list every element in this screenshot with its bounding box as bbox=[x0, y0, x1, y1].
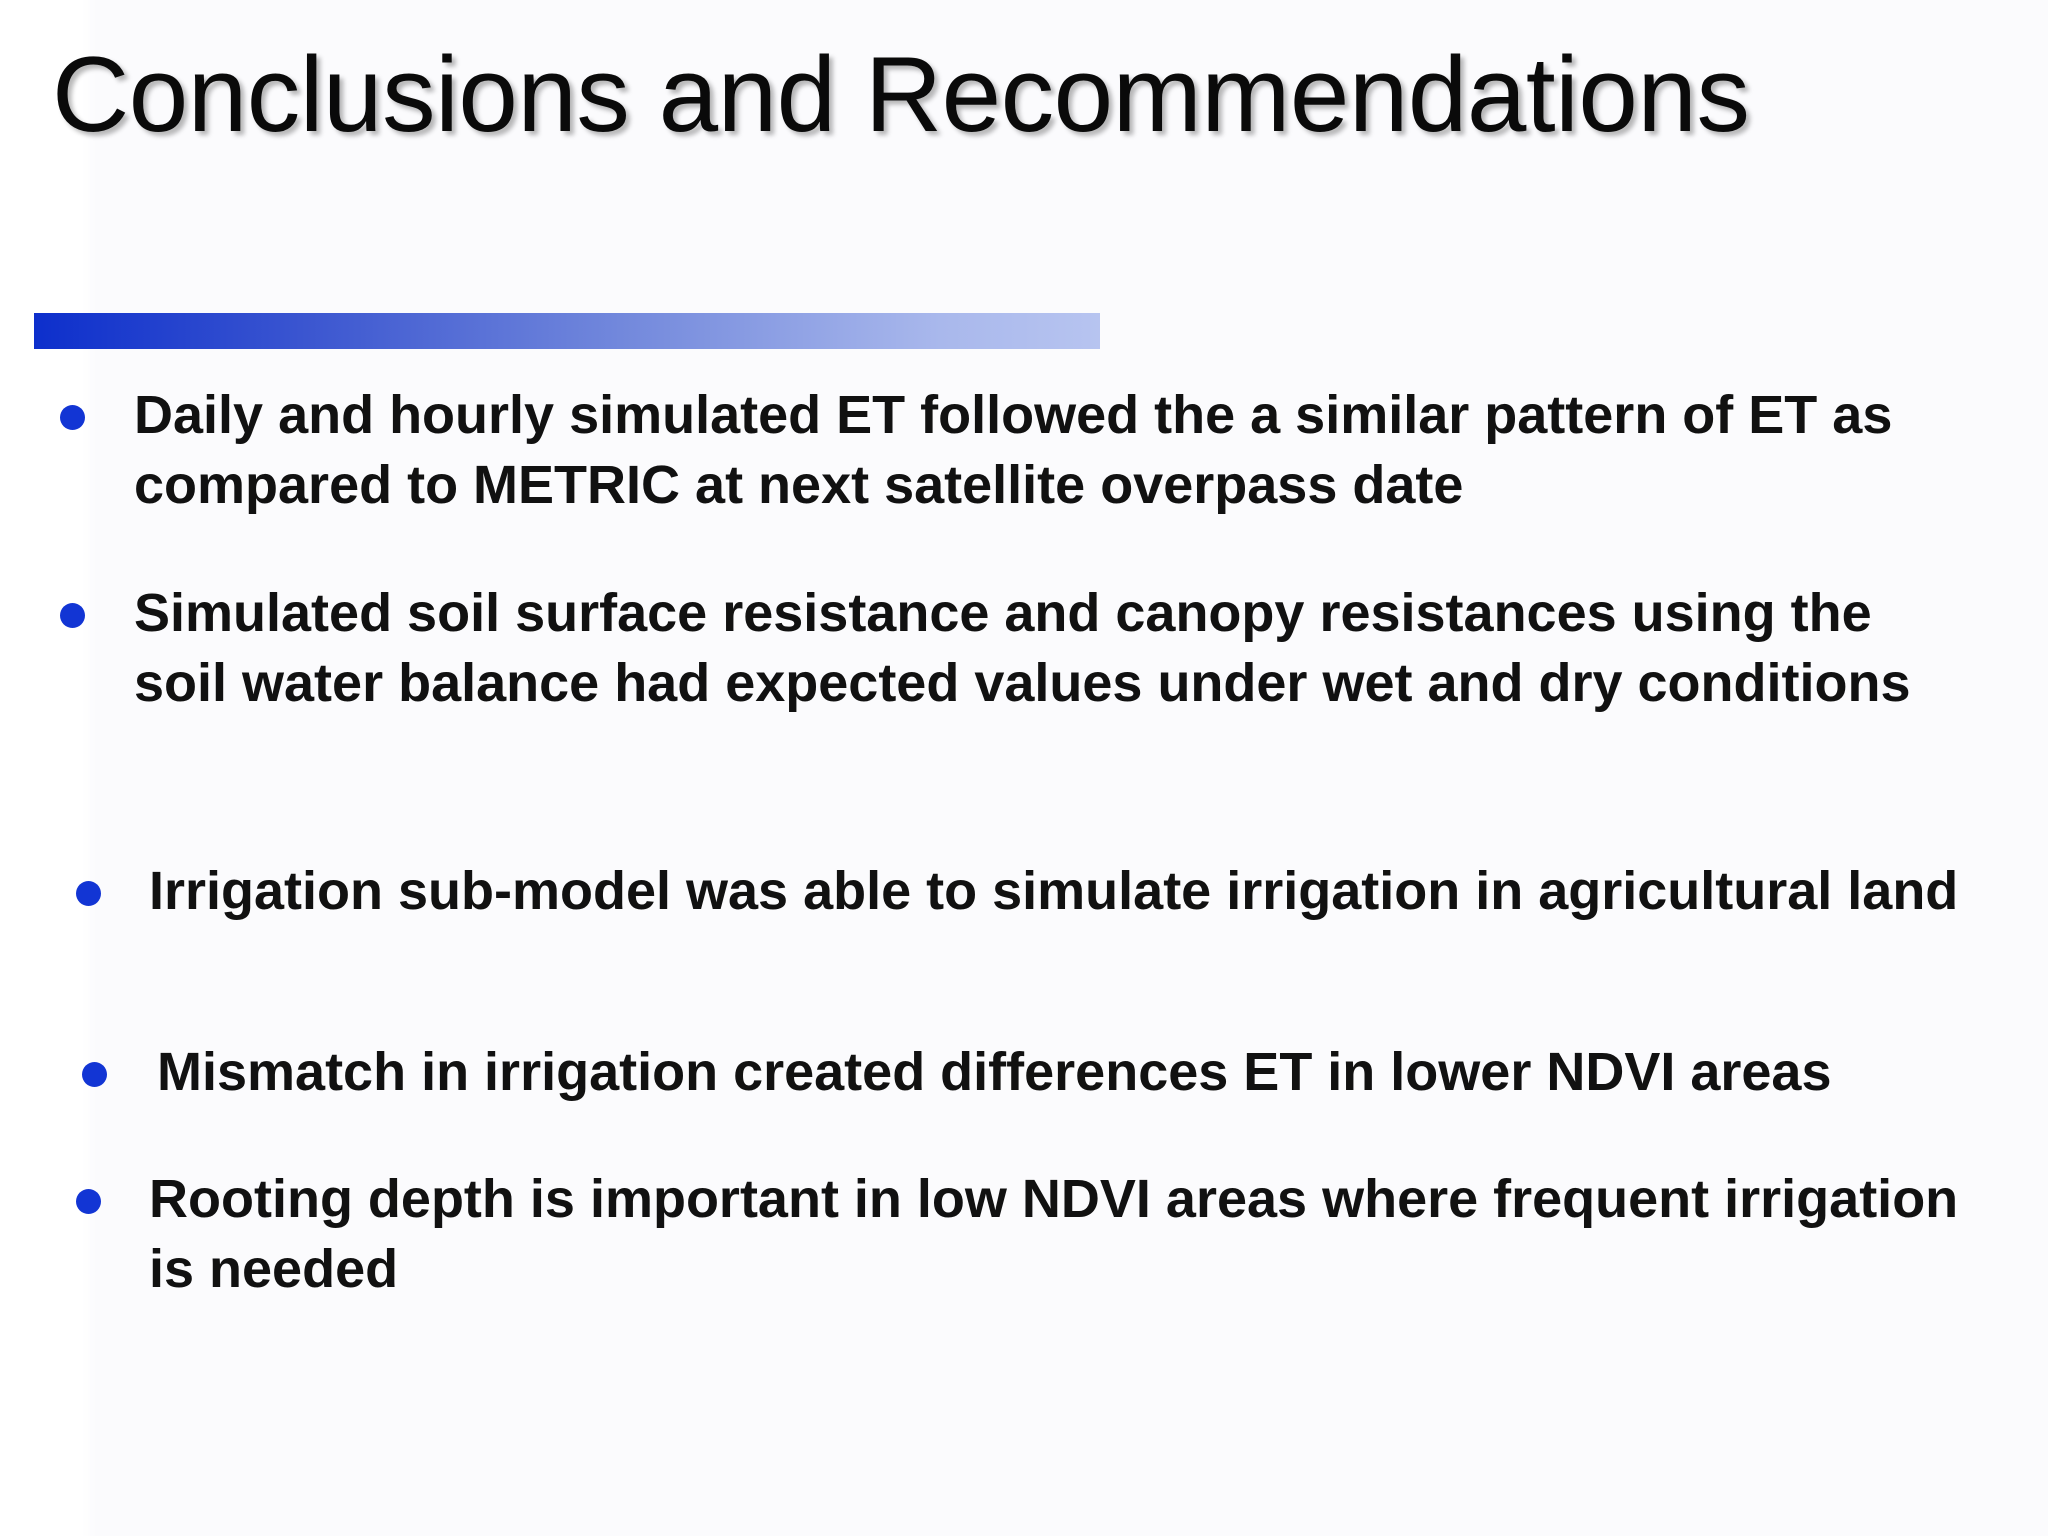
slide-title: Conclusions and Recommendations bbox=[52, 34, 1750, 154]
bullet-text: Daily and hourly simulated ET followed the a similar pattern of ET as compared to METRIC at next satellite overpass date bbox=[134, 385, 1893, 515]
bullet-dot-icon bbox=[60, 603, 85, 628]
bullet-text: Rooting depth is important in low NDVI areas where frequent irrigation is needed bbox=[149, 1169, 1959, 1299]
bullet-text: Irrigation sub-model was able to simulate irrigation in agricultural land bbox=[149, 861, 1959, 921]
bullet-dot-icon bbox=[60, 405, 85, 430]
bullet-text: Simulated soil surface resistance and canopy resistances using the soil water balance had expected values under wet and dry conditions bbox=[134, 583, 1911, 713]
bullet-text: Mismatch in irrigation created differences ET in lower NDVI areas bbox=[157, 1042, 1832, 1102]
bullet-dot-icon bbox=[76, 1189, 101, 1214]
bullet-dot-icon bbox=[76, 881, 101, 906]
bullet-dot-icon bbox=[82, 1062, 107, 1087]
